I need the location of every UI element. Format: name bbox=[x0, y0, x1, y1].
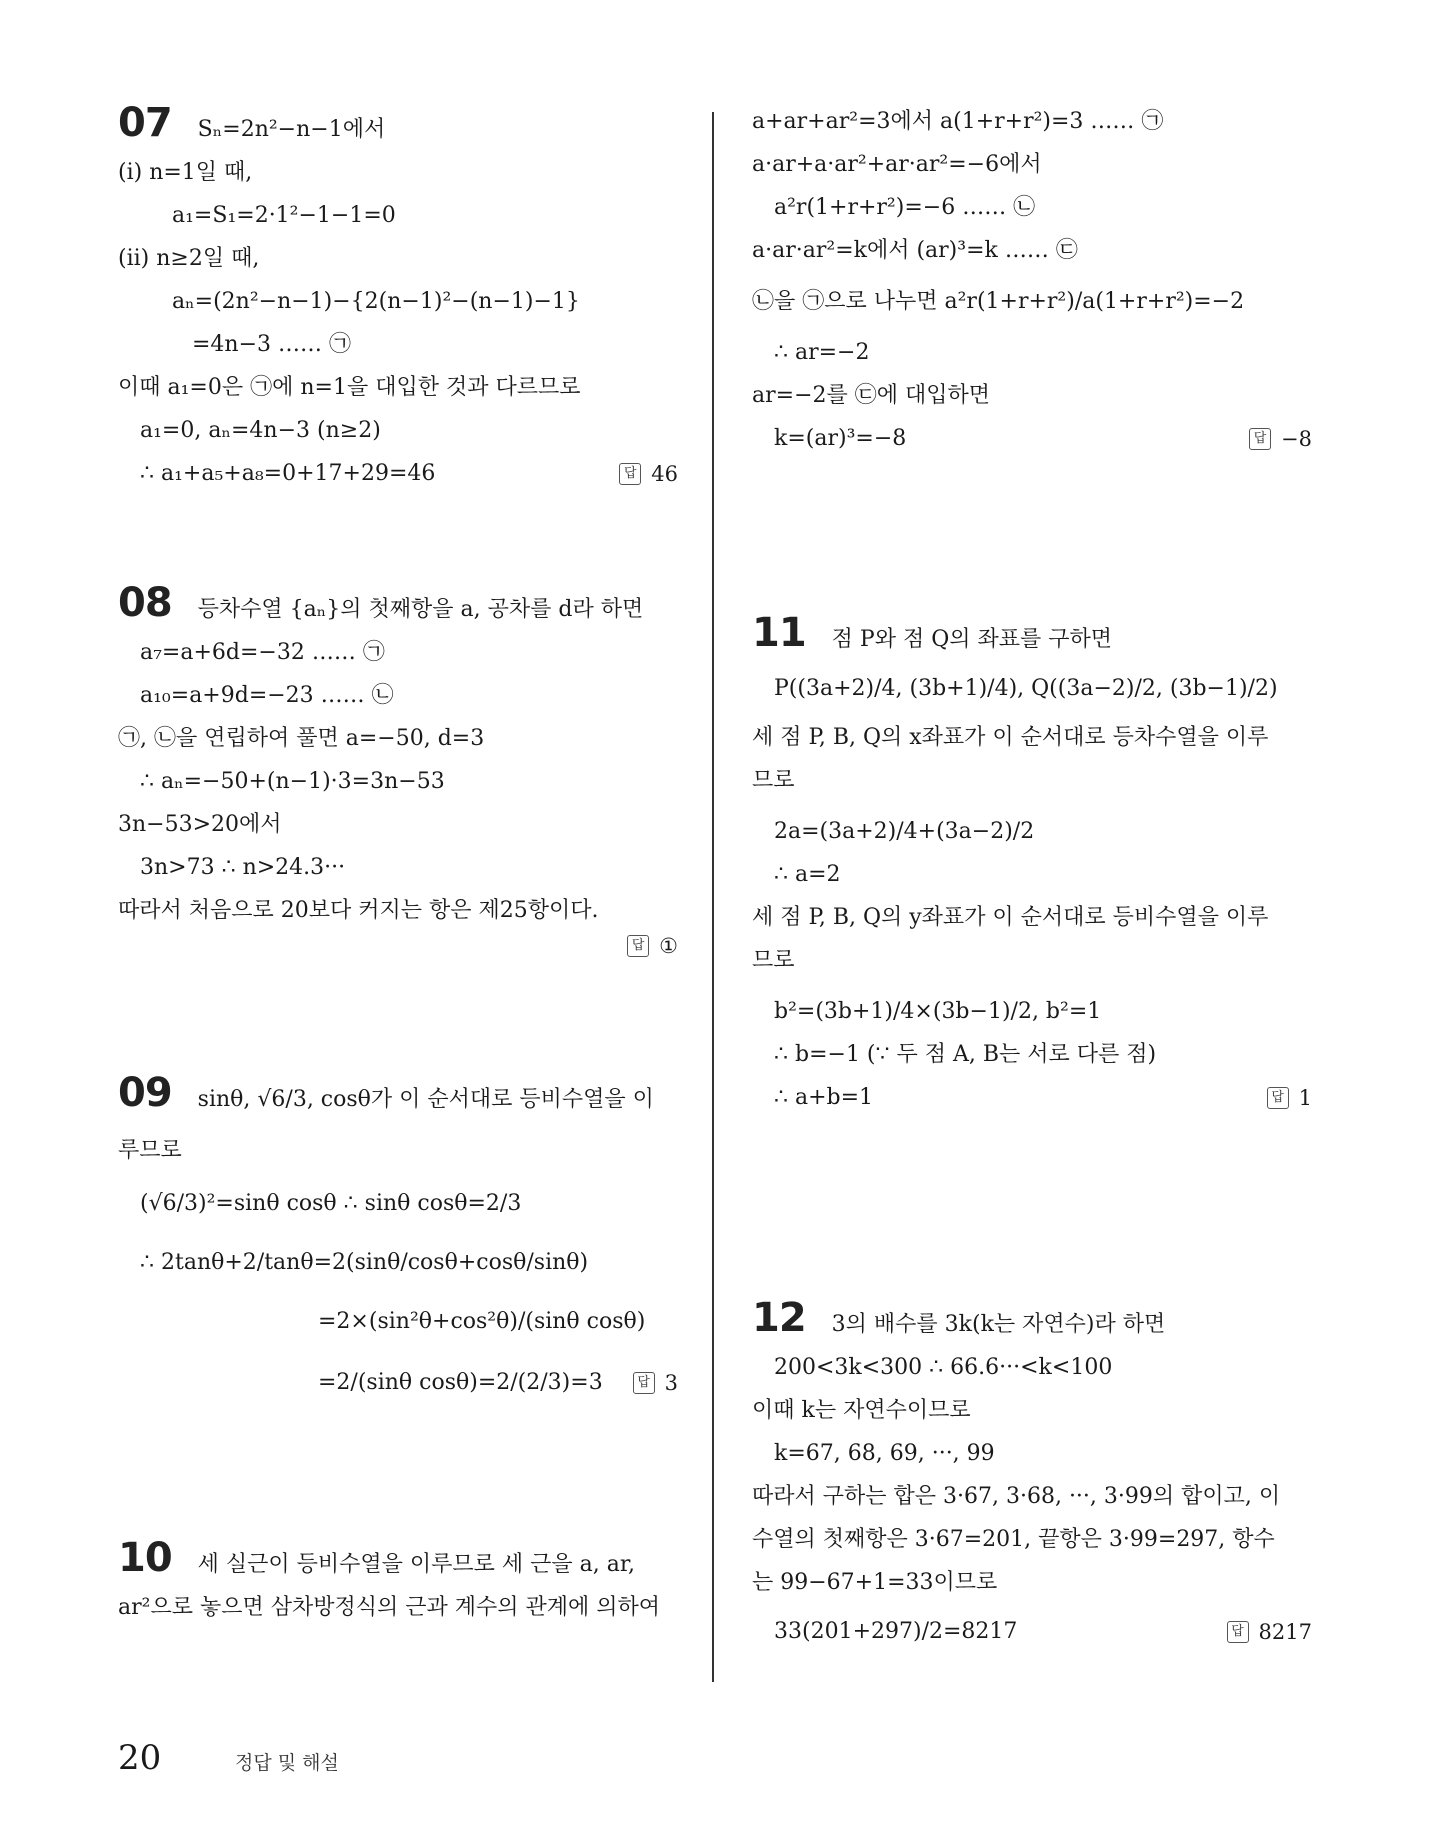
problem-number: 11 bbox=[752, 610, 806, 656]
problem-number: 08 bbox=[118, 580, 172, 626]
solution-line: ∴ 2tanθ+2/tanθ=2(sinθ/cosθ+cosθ/sinθ) bbox=[140, 1250, 589, 1275]
solution-line: P((3a+2)/4, (3b+1)/4), Q((3a−2)/2, (3b−1)/2) bbox=[774, 676, 1278, 701]
solution-line: a₁=S₁=2·1²−1−1=0 bbox=[172, 203, 396, 228]
answer-badge: 답 bbox=[1267, 1087, 1289, 1109]
problem-10-continued bbox=[752, 100, 1312, 460]
solution-line: 따라서 구하는 합은 3·67, 3·68, ···, 3·99의 합이고, 이 bbox=[752, 1484, 1281, 1509]
solution-line: 세 점 P, B, Q의 x좌표가 이 순서대로 등차수열을 이루 bbox=[752, 725, 1269, 750]
problem-text: sinθ, √6/3, cosθ가 이 순서대로 등비수열을 이 bbox=[197, 1087, 654, 1112]
problem-09 bbox=[118, 1070, 678, 1404]
problem-text: 세 실근이 등비수열을 이루므로 세 근을 a, ar, bbox=[197, 1552, 635, 1577]
solution-line: ∴ a₁+a₅+a₈=0+17+29=46 bbox=[140, 461, 436, 486]
page-number: 20 bbox=[118, 1738, 162, 1778]
problem-text: 점 P와 점 Q의 좌표를 구하면 bbox=[831, 627, 1112, 652]
answer-badge: 답 bbox=[1249, 428, 1271, 450]
solution-line: aₙ=(2n²−n−1)−{2(n−1)²−(n−1)−1} bbox=[172, 289, 580, 314]
problem-12 bbox=[752, 1295, 1312, 1653]
solution-line: 33(201+297)/2=8217 bbox=[774, 1619, 1018, 1644]
answer-value: −8 bbox=[1281, 426, 1312, 451]
answer-value: ① bbox=[659, 934, 678, 958]
answer-badge: 답 bbox=[1227, 1621, 1249, 1643]
answer bbox=[1267, 1086, 1312, 1110]
problem-text: 3의 배수를 3k(k는 자연수)라 하면 bbox=[831, 1312, 1166, 1337]
solution-line: ar=−2를 ㉢에 대입하면 bbox=[752, 383, 990, 408]
solution-line: k=67, 68, 69, ···, 99 bbox=[774, 1441, 995, 1466]
solution-line: 200<3k<300 ∴ 66.6···<k<100 bbox=[774, 1355, 1113, 1380]
solution-line: 므로 bbox=[752, 948, 795, 973]
answer bbox=[1227, 1620, 1312, 1644]
answer bbox=[619, 462, 678, 486]
answer-badge: 답 bbox=[619, 463, 641, 485]
solution-line: a₇=a+6d=−32 …… ㉠ bbox=[140, 640, 385, 665]
solution-line: ㉠, ㉡을 연립하여 풀면 a=−50, d=3 bbox=[118, 726, 485, 751]
solution-line: 2a=(3a+2)/4+(3a−2)/2 bbox=[774, 819, 1035, 844]
problem-number: 07 bbox=[118, 100, 172, 146]
solution-line: a·ar·ar²=k에서 (ar)³=k …… ㉢ bbox=[752, 238, 1078, 263]
problem-10-start bbox=[118, 1535, 678, 1629]
solution-line: a+ar+ar²=3에서 a(1+r+r²)=3 …… ㉠ bbox=[752, 109, 1164, 134]
solution-line: 3n>73 ∴ n>24.3··· bbox=[140, 855, 346, 880]
answer bbox=[627, 934, 678, 958]
column-divider bbox=[712, 112, 714, 1682]
answer-value: 8217 bbox=[1258, 1619, 1312, 1644]
solution-line: 세 점 P, B, Q의 y좌표가 이 순서대로 등비수열을 이루 bbox=[752, 905, 1269, 930]
solution-line: a₁₀=a+9d=−23 …… ㉡ bbox=[140, 683, 394, 708]
solution-line: ∴ b=−1 (∵ 두 점 A, B는 서로 다른 점) bbox=[774, 1042, 1157, 1067]
solution-line: 루므로 bbox=[118, 1138, 182, 1163]
problem-08 bbox=[118, 580, 678, 958]
solution-line: 는 99−67+1=33이므로 bbox=[752, 1570, 998, 1595]
solution-line: (ⅰ) n=1일 때, bbox=[118, 160, 253, 185]
solution-line: =4n−3 …… ㉠ bbox=[192, 332, 352, 357]
solution-line: 3n−53>20에서 bbox=[118, 812, 282, 837]
solution-line: (ⅱ) n≥2일 때, bbox=[118, 246, 260, 271]
solution-line: ∴ a+b=1 bbox=[774, 1085, 874, 1110]
solution-line: a₁=0, aₙ=4n−3 (n≥2) bbox=[140, 418, 381, 443]
solution-line: =2×(sin²θ+cos²θ)/(sinθ cosθ) bbox=[318, 1309, 646, 1334]
problem-number: 10 bbox=[118, 1535, 172, 1581]
problem-number: 12 bbox=[752, 1295, 806, 1341]
problem-11 bbox=[752, 610, 1312, 1119]
problem-text: ar²으로 놓으면 삼차방정식의 근과 계수의 관계에 의하여 bbox=[118, 1595, 660, 1620]
answer-value: 46 bbox=[651, 461, 678, 486]
problem-number: 09 bbox=[118, 1070, 172, 1116]
answer-value: 3 bbox=[664, 1370, 678, 1395]
solution-line: ∴ ar=−2 bbox=[774, 340, 870, 365]
solution-line: (√6/3)²=sinθ cosθ ∴ sinθ cosθ=2/3 bbox=[140, 1191, 522, 1216]
answer bbox=[1249, 427, 1312, 451]
solution-line: =2/(sinθ cosθ)=2/(2/3)=3 bbox=[318, 1370, 603, 1395]
solution-line: ㉡을 ㉠으로 나누면 a²r(1+r+r²)/a(1+r+r²)=−2 bbox=[752, 289, 1245, 314]
solution-line: ∴ aₙ=−50+(n−1)·3=3n−53 bbox=[140, 769, 445, 794]
answer bbox=[633, 1371, 678, 1395]
solution-line: a·ar+a·ar²+ar·ar²=−6에서 bbox=[752, 152, 1042, 177]
answer-badge: 답 bbox=[633, 1372, 655, 1394]
answer-value: 1 bbox=[1298, 1085, 1312, 1110]
solution-line: 수열의 첫째항은 3·67=201, 끝항은 3·99=297, 항수 bbox=[752, 1527, 1275, 1552]
solution-line: a²r(1+r+r²)=−6 …… ㉡ bbox=[774, 195, 1036, 220]
solution-line: k=(ar)³=−8 bbox=[774, 426, 907, 451]
solution-line: 므로 bbox=[752, 768, 795, 793]
answer-badge: 답 bbox=[627, 935, 649, 957]
solution-line: ∴ a=2 bbox=[774, 862, 841, 887]
solution-line: 이때 a₁=0은 ㉠에 n=1을 대입한 것과 다르므로 bbox=[118, 375, 581, 400]
problem-text: 등차수열 {aₙ}의 첫째항을 a, 공차를 d라 하면 bbox=[197, 597, 644, 622]
problem-07 bbox=[118, 100, 678, 495]
problem-text: Sₙ=2n²−n−1에서 bbox=[197, 117, 386, 142]
solution-line: b²=(3b+1)/4×(3b−1)/2, b²=1 bbox=[774, 999, 1102, 1024]
solution-line: 따라서 처음으로 20보다 커지는 항은 제25항이다. bbox=[118, 898, 599, 923]
footer-title: 정답 및 해설 bbox=[235, 1752, 339, 1774]
solution-line: 이때 k는 자연수이므로 bbox=[752, 1398, 971, 1423]
